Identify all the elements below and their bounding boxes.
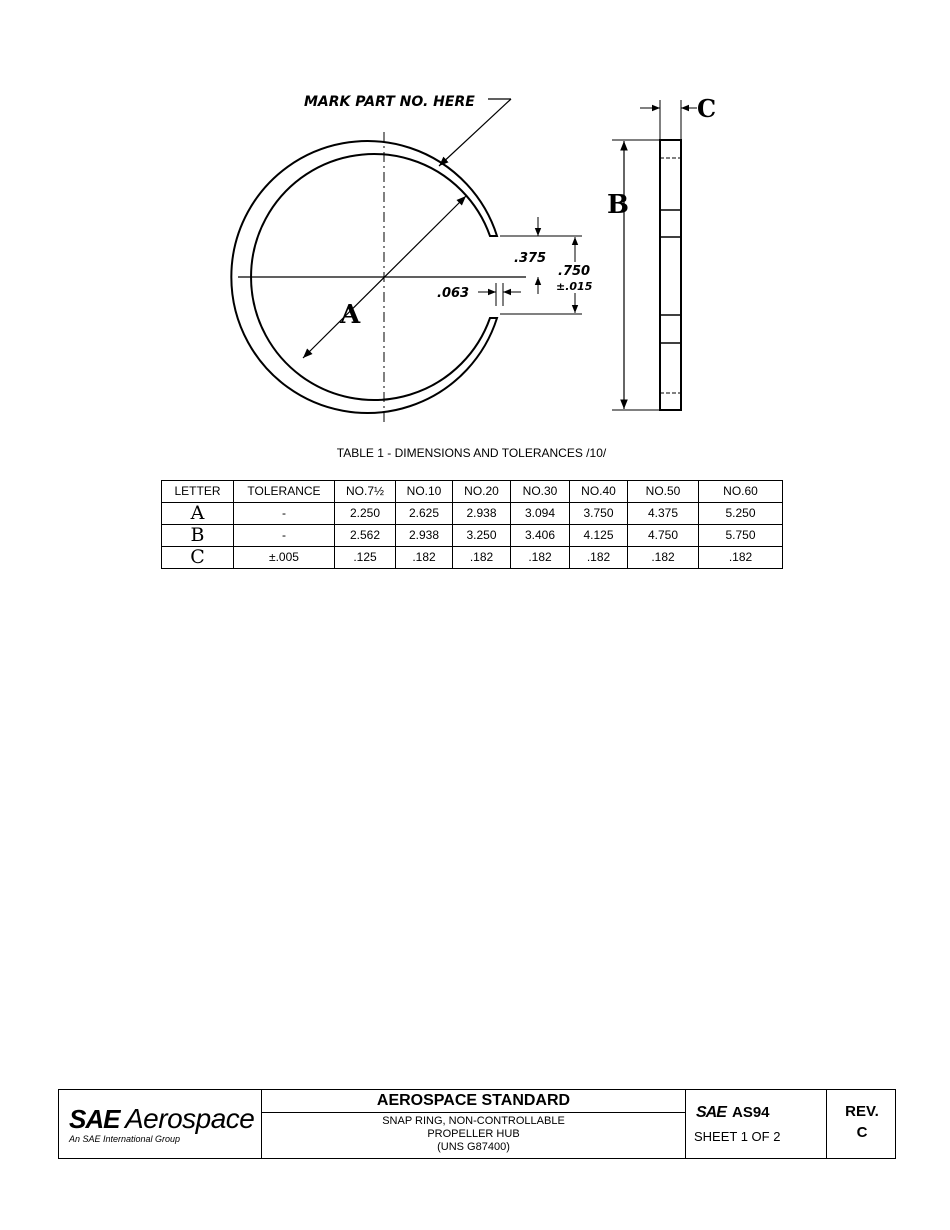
letter-b-label: B [607, 190, 629, 220]
table-cell: 2.562 [335, 525, 396, 547]
dimensions-table [161, 480, 783, 569]
dim-750-tolerance: ±.015 [556, 280, 593, 293]
row-letter: A [162, 503, 234, 525]
header-no-7-half: NO.7½ [335, 481, 396, 503]
dim-750-label: .750 [558, 264, 591, 279]
revision-cell [827, 1090, 897, 1158]
table-cell: 5.250 [699, 503, 783, 525]
table-cell: 3.250 [453, 525, 511, 547]
row-letter: C [162, 547, 234, 569]
revision-value: C [856, 1124, 868, 1141]
header-no-50: NO.50 [628, 481, 699, 503]
document-number: AS94 [732, 1104, 770, 1121]
table-cell: 4.125 [570, 525, 628, 547]
table-cell: 2.250 [335, 503, 396, 525]
dim-375-label: .375 [514, 251, 547, 266]
sae-aerospace-logo [59, 1090, 262, 1158]
table-cell: .182 [453, 547, 511, 569]
table-cell: 4.750 [628, 525, 699, 547]
revision-label: REV. [845, 1103, 879, 1120]
table-cell: - [234, 503, 335, 525]
logo-aerospace-text: Aerospace [125, 1103, 255, 1134]
table-row [162, 525, 783, 547]
document-number-cell [686, 1090, 827, 1158]
letter-a-label: A [340, 300, 361, 330]
row-letter: B [162, 525, 234, 547]
header-no-20: NO.20 [453, 481, 511, 503]
header-no-30: NO.30 [511, 481, 570, 503]
table-header-row [162, 481, 783, 503]
standard-heading: AEROSPACE STANDARD [262, 1090, 685, 1113]
table-cell: 2.938 [396, 525, 453, 547]
table-cell: - [234, 525, 335, 547]
table-cell: 3.406 [511, 525, 570, 547]
table-cell: 3.094 [511, 503, 570, 525]
header-letter: LETTER [162, 481, 234, 503]
table-row [162, 503, 783, 525]
table-cell: 2.938 [453, 503, 511, 525]
mark-part-label: MARK PART NO. HERE [304, 94, 475, 110]
doc-sae-logo: SAE [696, 1104, 726, 1121]
table-cell: 4.375 [628, 503, 699, 525]
dim-063-label: .063 [437, 286, 470, 301]
sheet-number: SHEET 1 OF 2 [694, 1129, 781, 1144]
title-block [58, 1089, 896, 1159]
header-no-10: NO.10 [396, 481, 453, 503]
table-cell: .182 [699, 547, 783, 569]
standard-description-line: SNAP RING, NON-CONTROLLABLE [382, 1115, 565, 1127]
table-cell: 3.750 [570, 503, 628, 525]
table-cell: ±.005 [234, 547, 335, 569]
letter-c-label: C [697, 94, 717, 123]
standard-title-cell [262, 1090, 686, 1158]
table-cell: .182 [628, 547, 699, 569]
table-cell: 2.625 [396, 503, 453, 525]
table-cell: .125 [335, 547, 396, 569]
logo-subtitle: An SAE International Group [69, 1134, 181, 1144]
header-no-60: NO.60 [699, 481, 783, 503]
table-caption: TABLE 1 - DIMENSIONS AND TOLERANCES /10/ [336, 446, 607, 460]
table-cell: .182 [396, 547, 453, 569]
side-view-body [660, 140, 681, 410]
header-tolerance: TOLERANCE [234, 481, 335, 503]
table-row [162, 547, 783, 569]
table-cell: 5.750 [699, 525, 783, 547]
snap-ring-drawing [0, 0, 950, 440]
header-no-40: NO.40 [570, 481, 628, 503]
standard-description-line: PROPELLER HUB [427, 1128, 520, 1140]
standard-description-line: (UNS G87400) [437, 1141, 510, 1153]
logo-sae-text: SAE [69, 1104, 120, 1134]
table-cell: .182 [570, 547, 628, 569]
table-cell: .182 [511, 547, 570, 569]
